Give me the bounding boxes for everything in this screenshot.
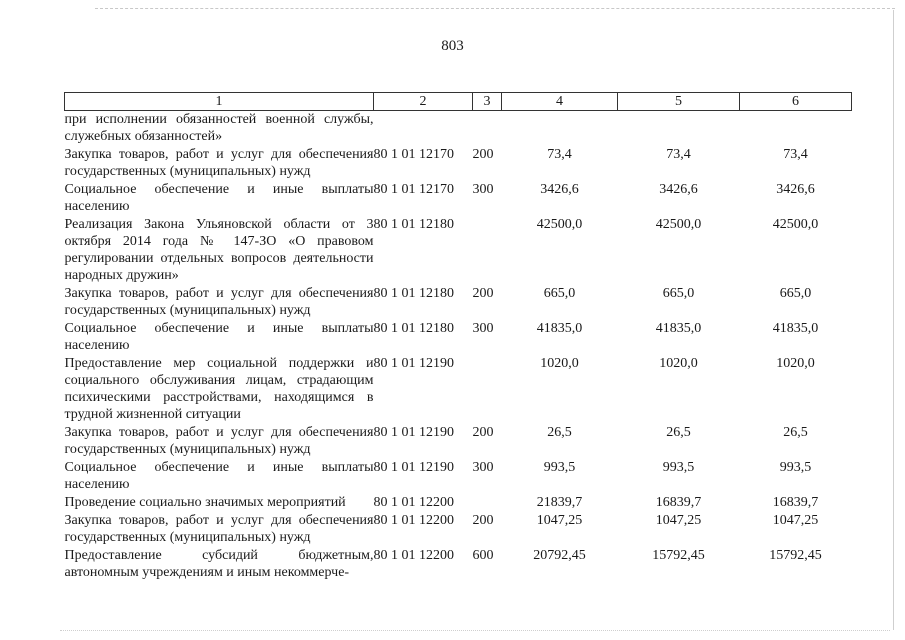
row-value-col4: 26,5: [547, 425, 572, 440]
row-expense-type: 200: [472, 425, 494, 440]
row-description: Закупка товаров, работ и услуг для обеспечения государственных (муниципальных) нужд: [64, 425, 374, 457]
row-expense-type: 200: [472, 147, 494, 162]
row-value-col4: 3426,6: [540, 182, 579, 197]
header-col-6: 6: [740, 93, 852, 111]
row-description: Закупка товаров, работ и услуг для обеспечения государственных (муниципальных) нужд: [64, 513, 374, 545]
row-description: Предоставление субсидий бюджетным, автономным учреждениям и иным некоммерче-: [64, 548, 374, 580]
row-value-col5: 41835,0: [655, 321, 702, 336]
table-row: [65, 459, 852, 494]
header-col-1: 1: [65, 93, 374, 111]
row-value-col5: 993,5: [662, 460, 695, 475]
table-row: [65, 424, 852, 459]
table-row: [65, 512, 852, 547]
row-value-col5: 15792,45: [652, 548, 705, 563]
row-target-code: 80 1 01 12180: [373, 321, 454, 336]
table-row: [65, 285, 852, 320]
row-target-code: 80 1 01 12180: [373, 217, 454, 232]
row-value-col6: 73,4: [783, 147, 808, 162]
table-header-row: [65, 93, 852, 111]
row-value-col5: 1047,25: [655, 513, 702, 528]
table-row: [65, 181, 852, 216]
row-expense-type: 300: [472, 182, 494, 197]
row-value-col5: 73,4: [666, 147, 691, 162]
row-target-code: 80 1 01 12170: [373, 182, 454, 197]
row-target-code: 80 1 01 12200: [373, 495, 454, 510]
row-value-col4: 41835,0: [536, 321, 583, 336]
row-value-col5: 26,5: [666, 425, 691, 440]
page-number: 803: [441, 38, 464, 54]
table-row: [65, 146, 852, 181]
row-value-col4: 1020,0: [540, 356, 579, 371]
row-expense-type: [473, 216, 502, 285]
row-value-col6: 993,5: [779, 460, 812, 475]
budget-table: [64, 92, 852, 582]
table-row-continuation: [65, 111, 852, 147]
row-value-col4: 21839,7: [536, 495, 583, 510]
row-value-col5: 16839,7: [655, 495, 702, 510]
header-col-3: 3: [473, 93, 502, 111]
row-value-col6: 665,0: [779, 286, 812, 301]
table-row: [65, 547, 852, 582]
row-description: Социальное обеспечение и иные выплаты населению: [64, 321, 374, 353]
row-value-col6: 41835,0: [772, 321, 819, 336]
row-value-col4: 42500,0: [536, 217, 583, 232]
row-value-col5: 3426,6: [659, 182, 698, 197]
row-expense-type: 300: [472, 460, 494, 475]
row-value-col6: 1047,25: [772, 513, 819, 528]
row-expense-type: [473, 494, 502, 512]
row-value-col4: 73,4: [547, 147, 572, 162]
scan-top-border: [95, 8, 895, 9]
row-description: Реализация Закона Ульяновской области от 3 октября 2014 года № 147-ЗО «О правовом регулировании отдельных вопросов деятельности народных дружин»: [64, 217, 374, 283]
scan-bottom-border: [60, 630, 890, 631]
row-value-col4: 993,5: [543, 460, 576, 475]
row-value-col6: 16839,7: [772, 495, 819, 510]
row-target-code: 80 1 01 12190: [373, 425, 454, 440]
table-row: [65, 320, 852, 355]
header-col-2: 2: [374, 93, 473, 111]
row-value-col6: 15792,45: [769, 548, 822, 563]
row-value-col4: 665,0: [543, 286, 576, 301]
row-target-code: 80 1 01 12170: [373, 147, 454, 162]
table-row: [65, 216, 852, 285]
continuation-text: при исполнении обязанностей военной службы, служебных обязанностей»: [64, 112, 374, 144]
row-description: Проведение социально значимых мероприятий: [64, 495, 346, 510]
row-target-code: 80 1 01 12200: [373, 548, 454, 563]
row-description: Закупка товаров, работ и услуг для обеспечения государственных (муниципальных) нужд: [64, 147, 374, 179]
row-target-code: 80 1 01 12190: [373, 460, 454, 475]
row-value-col6: 26,5: [783, 425, 808, 440]
scan-right-border: [893, 10, 894, 630]
row-expense-type: [473, 355, 502, 424]
row-description: Предоставление мер социальной поддержки и социального обслуживания лицам, страдающим психическими расстройствами, находящимся в трудной жизненной ситуации: [64, 356, 374, 422]
row-description: Социальное обеспечение и иные выплаты населению: [64, 460, 374, 492]
table-row: [65, 355, 852, 424]
row-value-col6: 1020,0: [776, 356, 815, 371]
row-target-code: 80 1 01 12190: [373, 356, 454, 371]
row-target-code: 80 1 01 12180: [373, 286, 454, 301]
row-expense-type: 200: [472, 513, 494, 528]
row-value-col6: 42500,0: [772, 217, 819, 232]
row-target-code: 80 1 01 12200: [373, 513, 454, 528]
row-value-col4: 1047,25: [536, 513, 583, 528]
row-value-col5: 665,0: [662, 286, 695, 301]
row-description: Закупка товаров, работ и услуг для обеспечения государственных (муниципальных) нужд: [64, 286, 374, 318]
row-expense-type: 200: [472, 286, 494, 301]
table-body: [65, 111, 852, 583]
row-expense-type: 300: [472, 321, 494, 336]
row-value-col5: 42500,0: [655, 217, 702, 232]
row-value-col5: 1020,0: [659, 356, 698, 371]
row-value-col4: 20792,45: [533, 548, 586, 563]
header-col-5: 5: [618, 93, 740, 111]
table-row: [65, 494, 852, 512]
row-description: Социальное обеспечение и иные выплаты населению: [64, 182, 374, 214]
row-expense-type: 600: [472, 548, 494, 563]
header-col-4: 4: [502, 93, 618, 111]
row-value-col6: 3426,6: [776, 182, 815, 197]
